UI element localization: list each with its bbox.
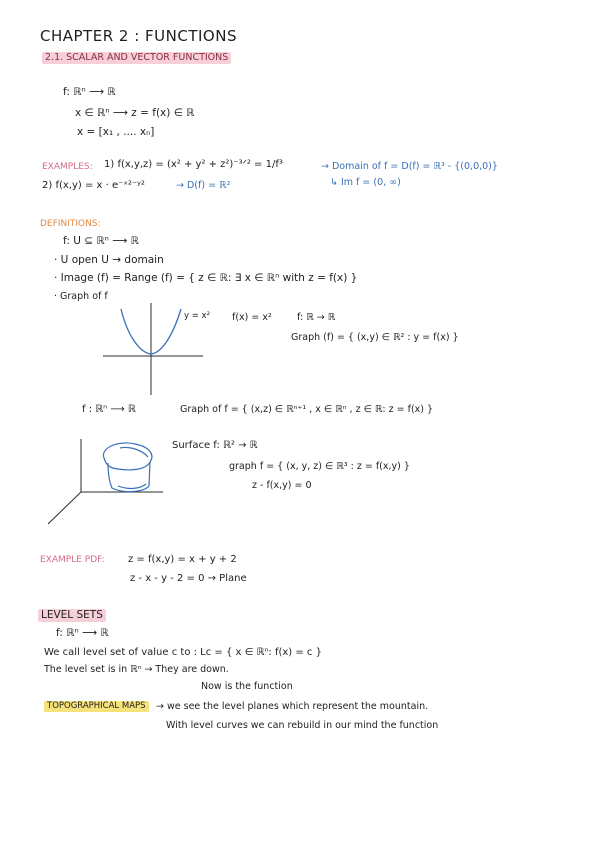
surface-map: Surface f: ℝ² → ℝ (172, 440, 258, 451)
chapter-title: CHAPTER 2 : FUNCTIONS (40, 27, 237, 45)
definition-bullet-2: · Image (f) = Range (f) = { z ∈ ℝ: ∃ x ∈ ℝⁿ with z = f(x) } (54, 272, 358, 284)
surface-sketch (48, 439, 163, 524)
level-sets-line-2: The level set is in ℝⁿ → They are down. (44, 664, 229, 675)
topographical-line-2: With level curves we can rebuild in our mind the function (166, 720, 439, 731)
examples-label: EXAMPLES: (42, 162, 93, 172)
example-pdf-label: EXAMPLE PDF: (40, 555, 105, 565)
definition-bullet-3: · Graph of f (54, 291, 108, 302)
topographical-maps-label: TOPOGRAPHICAL MAPS (44, 701, 149, 712)
fx-label: f(x) = x² (232, 312, 272, 323)
definition-bullet-1: · U open U → domain (54, 254, 164, 266)
example-pdf-line-1: z = f(x,y) = x + y + 2 (128, 554, 237, 565)
graph-3d-definition: graph f = { (x, y, z) ∈ ℝ³ : z = f(x,y) } (229, 461, 410, 472)
example-pdf-line-2: z - x - y - 2 = 0 → Plane (130, 573, 247, 584)
surface-blob (103, 443, 151, 492)
section-title: 2.1. SCALAR AND VECTOR FUNCTIONS (42, 52, 231, 64)
intro-line-1: f: ℝⁿ ⟶ ℝ (63, 86, 116, 98)
graph-2d-definition: Graph (f) = { (x,y) ∈ ℝ² : y = f(x) } (291, 332, 459, 343)
definitions-label: DEFINITIONS: (40, 219, 101, 229)
graph-n-definition: Graph of f = { (x,z) ∈ ℝⁿ⁺¹ , x ∈ ℝⁿ , z ∈ ℝ: z = f(x) } (180, 404, 434, 415)
parabola-label: y = x² (184, 311, 210, 321)
parabola-sketch (103, 303, 203, 395)
example-2-domain: → D(f) = ℝ² (176, 180, 231, 191)
intro-line-2: x ∈ ℝⁿ ⟶ z = f(x) ∈ ℝ (75, 107, 195, 119)
level-sets-line-1: We call level set of value c to : Lc = { x ∈ ℝⁿ: f(x) = c } (44, 647, 322, 658)
example-2: 2) f(x,y) = x · e⁻ˣ²⁻ʸ² (42, 180, 145, 191)
level-sets-line-3: Now is the function (201, 681, 293, 692)
graph-n-map: f : ℝⁿ ⟶ ℝ (82, 404, 136, 415)
topographical-line-1: → we see the level planes which represent the mountain. (156, 701, 429, 712)
level-sets-map: f: ℝⁿ ⟶ ℝ (56, 627, 109, 639)
example-1-domain: → Domain of f = D(f) = ℝ³ - {(0,0,0)} (321, 161, 498, 172)
definitions-map: f: U ⊆ ℝⁿ ⟶ ℝ (63, 235, 139, 247)
intro-line-3: x = [x₁ , .... xₙ] (77, 126, 155, 138)
level-sets-title: LEVEL SETS (38, 609, 106, 622)
x-axis (48, 492, 81, 524)
implicit-equation: z - f(x,y) = 0 (252, 480, 312, 491)
map-r-r: f: ℝ → ℝ (297, 312, 336, 323)
example-1: 1) f(x,y,z) = (x² + y² + z²)⁻³ᐟ² = 1/f³ (104, 159, 283, 170)
example-1-image: ↳ Im f = (0, ∞) (330, 177, 401, 188)
